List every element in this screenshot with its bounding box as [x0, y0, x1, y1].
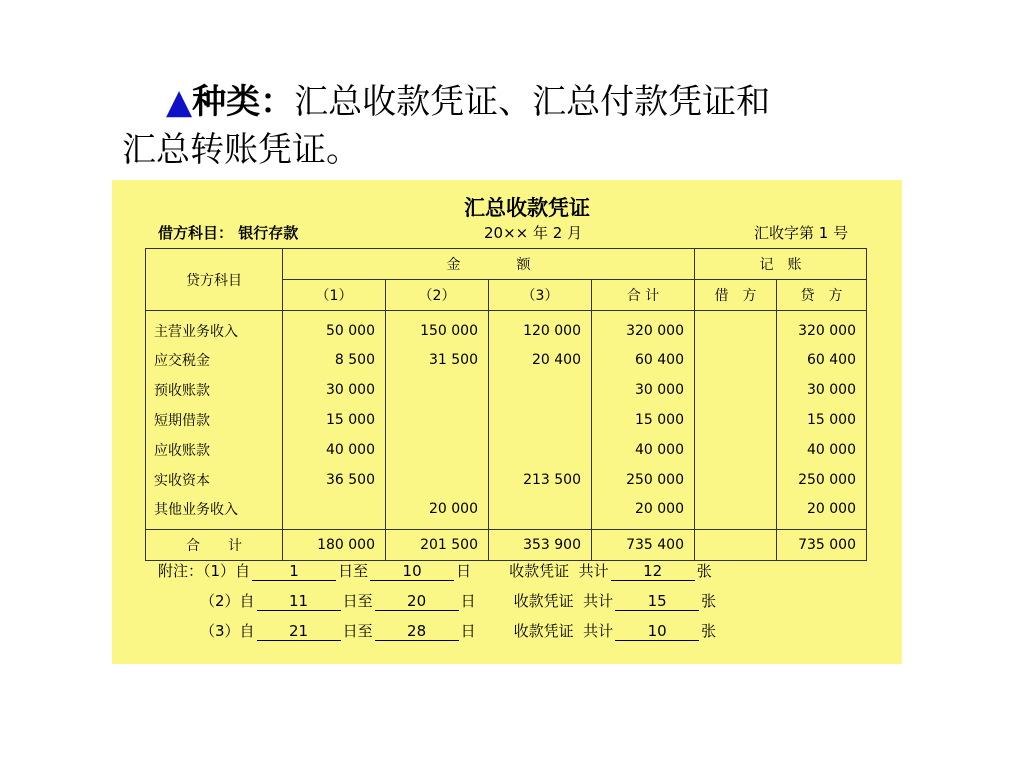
note-to: 日至: [342, 592, 373, 610]
amount-total-cell: 20 000: [592, 495, 695, 530]
table-row: [146, 495, 867, 530]
note-kind: 收款凭证: [509, 562, 570, 580]
amount-col2-cell: [386, 405, 489, 435]
credit-cell: 20 000: [777, 495, 867, 530]
table-row: [146, 311, 867, 346]
debit-cell: [695, 495, 777, 530]
voucher-title: 汇总收款凭证: [464, 196, 590, 220]
total-credit-cell: 735 000: [777, 530, 867, 561]
amount-total-cell: 15 000: [592, 405, 695, 435]
credit-cell: 60 400: [777, 345, 867, 375]
amount-col3-cell: 120 000: [489, 311, 592, 346]
totals-row: [146, 530, 867, 561]
account-cell: 其他业务收入: [146, 495, 283, 530]
note-count-label: 共计: [578, 562, 609, 580]
amount-col3-cell: [489, 375, 592, 405]
amount-col1-cell: 40 000: [283, 435, 386, 465]
header-amount: 金 额: [283, 249, 695, 280]
table-row: [146, 345, 867, 375]
amount-total-cell: 30 000: [592, 375, 695, 405]
header-col3: （3）: [489, 280, 592, 311]
total-col2-cell: 201 500: [386, 530, 489, 561]
account-cell: 短期借款: [146, 405, 283, 435]
amount-col2-cell: 150 000: [386, 311, 489, 346]
amount-col2-cell: 31 500: [386, 345, 489, 375]
account-cell: 应收账款: [146, 435, 283, 465]
note-count: 15: [615, 592, 699, 611]
table-row: [146, 435, 867, 465]
note-kind: 收款凭证: [513, 592, 574, 610]
voucher-table: [145, 248, 867, 561]
note-line-3: [200, 620, 716, 641]
account-cell: 应交税金: [146, 345, 283, 375]
amount-col2-cell: [386, 435, 489, 465]
debit-cell: [695, 465, 777, 495]
note-line-1: [158, 560, 712, 581]
amount-col3-cell: 20 400: [489, 345, 592, 375]
amount-col2-cell: 20 000: [386, 495, 489, 530]
credit-cell: 250 000: [777, 465, 867, 495]
amount-col3-cell: 213 500: [489, 465, 592, 495]
total-debit-cell: [695, 530, 777, 561]
amount-col1-cell: 36 500: [283, 465, 386, 495]
note-end-day: 20: [375, 592, 459, 611]
amount-total-cell: 250 000: [592, 465, 695, 495]
header-col1: （1）: [283, 280, 386, 311]
amount-col2-cell: [386, 375, 489, 405]
table-row: [146, 405, 867, 435]
amount-col1-cell: [283, 495, 386, 530]
note-count-label: 共计: [583, 622, 614, 640]
note-end-day: 28: [375, 622, 459, 641]
note-day: 日: [460, 622, 476, 640]
header-credit-account: 贷方科目: [146, 249, 283, 311]
note-day: 日: [460, 592, 476, 610]
amount-col3-cell: [489, 405, 592, 435]
note-start-day: 1: [252, 562, 336, 581]
note-to: 日至: [342, 622, 373, 640]
amount-col3-cell: [489, 435, 592, 465]
heading-label: 种类：: [192, 82, 295, 122]
credit-cell: 320 000: [777, 311, 867, 346]
heading-line-2: 汇总转账凭证。: [122, 130, 360, 170]
debit-cell: [695, 345, 777, 375]
header-posting: 记 账: [695, 249, 867, 280]
header-col2: （2）: [386, 280, 489, 311]
note-number: （1）: [203, 562, 236, 580]
debit-cell: [695, 375, 777, 405]
note-count: 12: [611, 562, 695, 581]
amount-col1-cell: 8 500: [283, 345, 386, 375]
note-end-day: 10: [370, 562, 454, 581]
debit-cell: [695, 435, 777, 465]
total-col1-cell: 180 000: [283, 530, 386, 561]
credit-cell: 15 000: [777, 405, 867, 435]
totals-label: 合 计: [146, 530, 283, 561]
header-row-1: [146, 249, 867, 280]
header-debit: 借 方: [695, 280, 777, 311]
note-prefix: 附注：: [158, 562, 204, 580]
total-col3-cell: 353 900: [489, 530, 592, 561]
heading-text-1: 汇总收款凭证、汇总付款凭证和: [294, 82, 771, 122]
note-from: 自: [239, 592, 255, 610]
amount-total-cell: 60 400: [592, 345, 695, 375]
amount-col2-cell: [386, 465, 489, 495]
amount-col1-cell: 15 000: [283, 405, 386, 435]
note-from: 自: [235, 562, 251, 580]
header-total: 合 计: [592, 280, 695, 311]
voucher-number: 汇收字第 1 号: [754, 224, 849, 242]
triangle-bullet-icon: ▲: [166, 82, 193, 122]
amount-col1-cell: 30 000: [283, 375, 386, 405]
amount-col3-cell: [489, 495, 592, 530]
voucher-date: 20×× 年 2 月: [484, 224, 583, 242]
credit-cell: 30 000: [777, 375, 867, 405]
table-row: [146, 465, 867, 495]
debit-cell: [695, 405, 777, 435]
note-unit: 张: [701, 592, 717, 610]
account-cell: 预收账款: [146, 375, 283, 405]
note-number: （2）: [200, 592, 240, 610]
note-kind: 收款凭证: [513, 622, 574, 640]
note-from: 自: [239, 622, 255, 640]
header-credit: 贷 方: [777, 280, 867, 311]
account-cell: 主营业务收入: [146, 311, 283, 346]
note-day: 日: [456, 562, 472, 580]
note-to: 日至: [338, 562, 369, 580]
amount-total-cell: 40 000: [592, 435, 695, 465]
debit-account: 借方科目： 银行存款: [158, 224, 299, 242]
table-row: [146, 375, 867, 405]
debit-cell: [695, 311, 777, 346]
credit-cell: 40 000: [777, 435, 867, 465]
note-count-label: 共计: [583, 592, 614, 610]
slide-heading: [122, 78, 922, 174]
note-start-day: 21: [257, 622, 341, 641]
note-number: （3）: [200, 622, 240, 640]
heading-line-1: [122, 78, 922, 126]
note-unit: 张: [696, 562, 712, 580]
amount-total-cell: 320 000: [592, 311, 695, 346]
amount-col1-cell: 50 000: [283, 311, 386, 346]
voucher-panel: [112, 180, 902, 664]
note-unit: 张: [701, 622, 717, 640]
note-line-2: [200, 590, 716, 611]
note-count: 10: [615, 622, 699, 641]
total-sum-cell: 735 400: [592, 530, 695, 561]
note-start-day: 11: [257, 592, 341, 611]
account-cell: 实收资本: [146, 465, 283, 495]
